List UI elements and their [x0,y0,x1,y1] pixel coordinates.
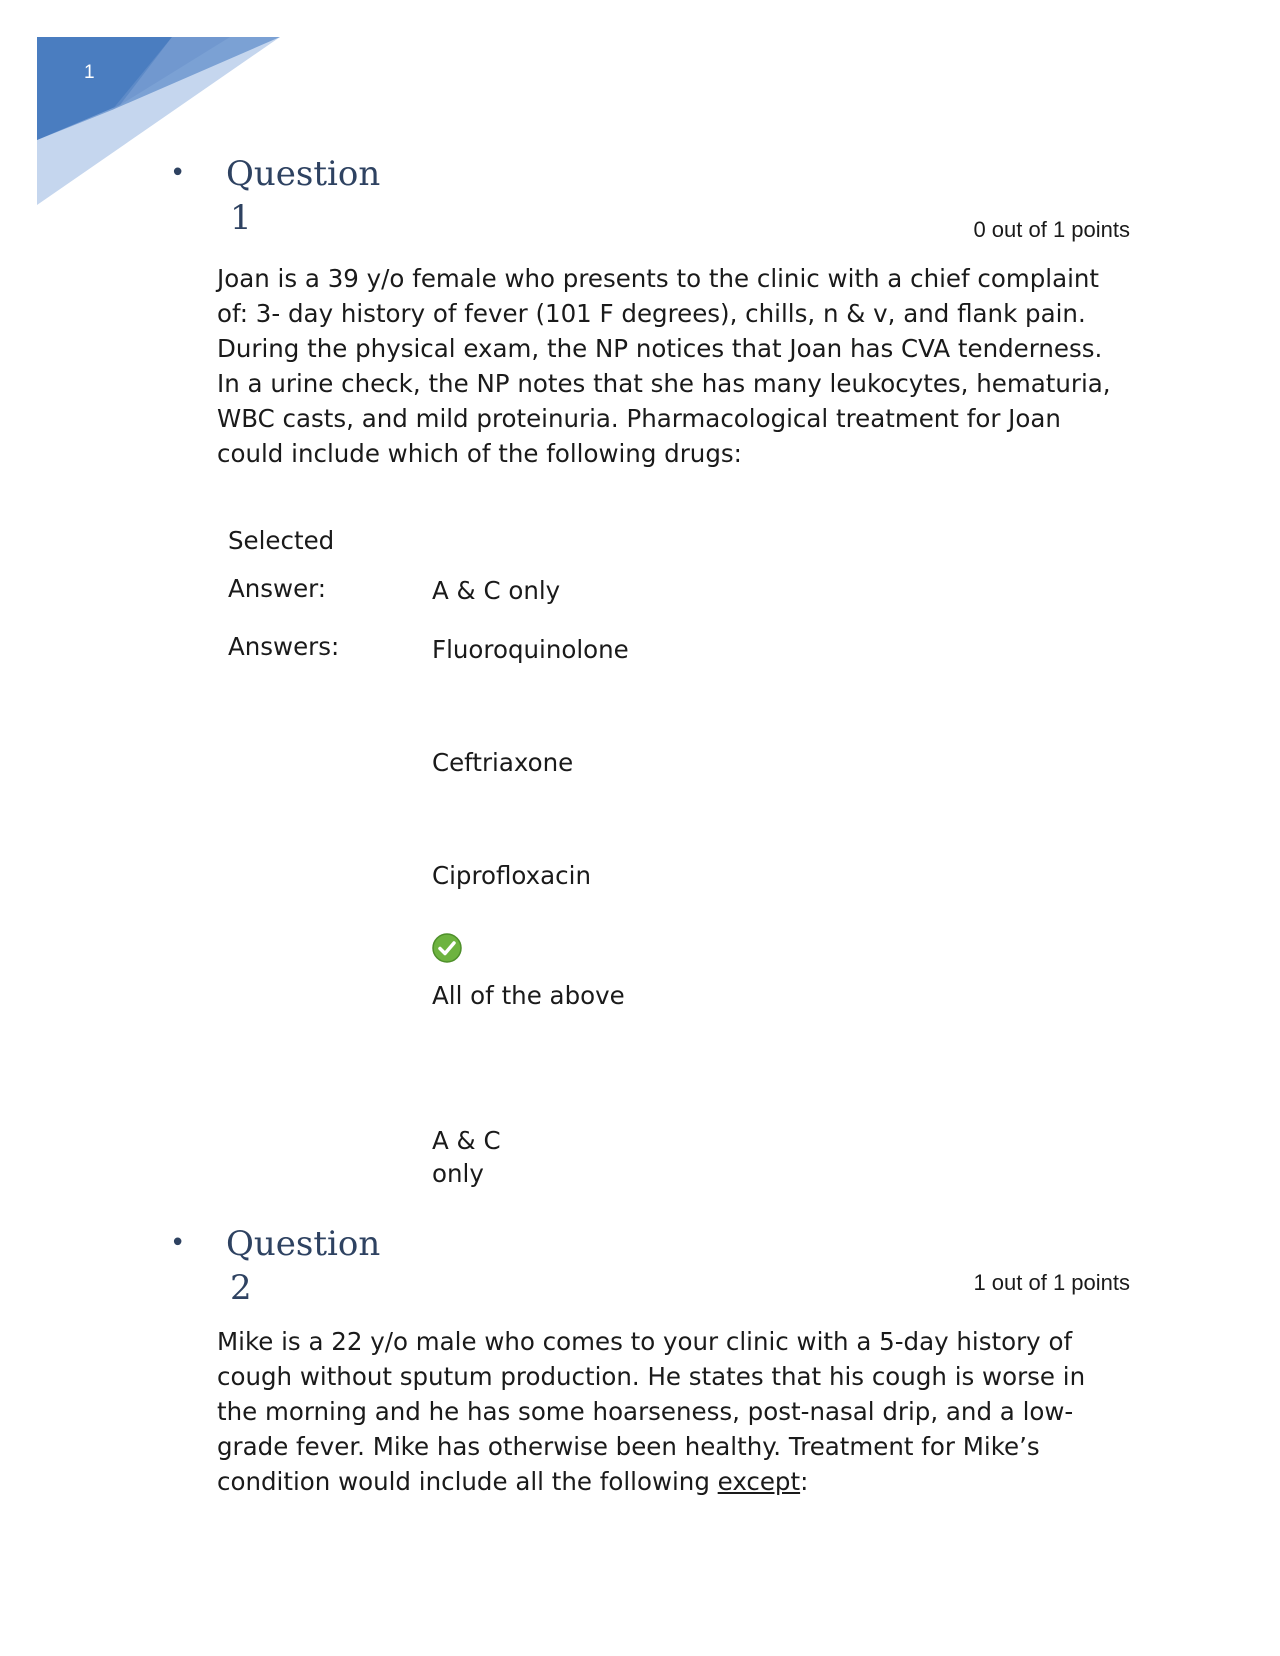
prompt-text: Mike is a 22 y/o male who comes to your clinic with a 5-day history of cough without sputum production. He states that his cough is worse in the morning and he has some hoarseness, post-nasal drip, and a low-grade fever. Mike has otherwise been healthy. Treatment for Mike’s condition would include all the following [217,1327,1086,1496]
prompt-emphasis: except [717,1467,801,1496]
question-title [226,152,416,240]
answers-label: Answers: [228,632,340,661]
answer-option: Ceftriaxone [432,748,574,777]
question-bullet: • [170,1228,186,1258]
question-prompt: Joan is a 39 y/o female who presents to the clinic with a chief complaint of: 3- day history of fever (101 F degrees), chills, n & v, and flank pain. During the physical exam, the NP notices that Joan has CVA tenderness. In a urine check, the NP notes that she has many leukocytes, hematuria, WBC casts, and mild proteinuria. Pharmacological treatment for Joan could include which of the following drugs: [217,264,1111,468]
question-points: 0 out of 1 points [973,217,1130,242]
question-bullet: • [170,158,186,188]
answer-option-correct: All of the above [432,981,625,1010]
selected-label: Selected [228,526,335,555]
question-title-word: Question [226,154,381,194]
check-circle-icon [432,933,462,963]
page-number: 1 [84,62,95,83]
answer-option: A & C only [432,1126,501,1188]
answer-option: Ciprofloxacin [432,861,591,890]
answer-label: Answer: [228,574,327,603]
question-title-number: 2 [230,1268,252,1308]
question-title-word: Question [226,1224,381,1264]
question-title-number: 1 [230,198,252,238]
answer-option: Fluoroquinolone [432,635,629,664]
question-points: 1 out of 1 points [973,1270,1130,1295]
prompt-text-end: : [800,1467,809,1496]
selected-answer: A & C only [432,576,561,605]
question-title [226,1222,416,1310]
question-prompt [217,1324,1127,1499]
